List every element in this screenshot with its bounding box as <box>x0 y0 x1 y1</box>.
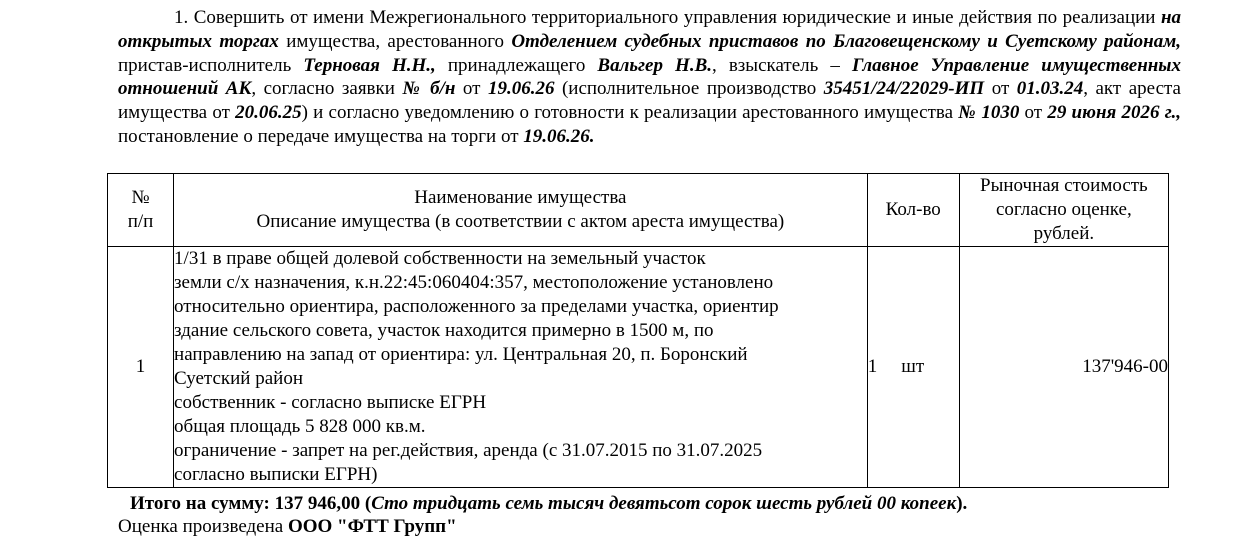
description-line: направлению на запад от ориентира: ул. Центральная 20, п. Боронский <box>174 344 748 365</box>
paragraph-text: от <box>984 78 1017 100</box>
transfer-date: 19.06.26. <box>523 125 595 147</box>
appraisal-label: Оценка произведена <box>118 516 288 537</box>
arrest-act-date: 20.06.25 <box>235 102 302 124</box>
description-line: 1/31 в праве общей долевой собственности на земельный участок <box>174 248 706 269</box>
paragraph-text: , взыскатель – <box>712 54 852 76</box>
table-row <box>108 247 1169 488</box>
bailiff-department: Отделением судебных приставов по Благовещенскому и Суетскому районам, <box>511 30 1181 52</box>
description-line: общая площадь 5 828 000 кв.м. <box>174 416 426 437</box>
owner-name: Вальгер Н.В. <box>597 54 712 76</box>
total-in-words: Сто тридцать семь тысяч девятьсот сорок шесть рублей 00 копеек <box>371 493 957 514</box>
paragraph-text: имущества, арестованного <box>278 30 512 52</box>
paragraph-text: (исполнительное производство <box>554 78 824 100</box>
header-quantity: Кол-во <box>867 174 959 247</box>
header-market-value: Рыночная стоимость согласно оценке, рублей. <box>959 174 1168 247</box>
paragraph-text: постановление о передаче имущества на торги от <box>118 125 524 147</box>
paragraph-text: от <box>1019 102 1048 124</box>
description-line: собственник - согласно выписке ЕГРН <box>174 392 487 413</box>
quantity-cell <box>867 247 959 488</box>
notice-date: 29 июня 2026 г., <box>1047 102 1181 124</box>
appraisal-line <box>118 516 457 538</box>
application-date: 19.06.26 <box>487 78 555 100</box>
table-header-row <box>108 174 1169 247</box>
bailiff-name: Терновая Н.Н., <box>303 54 436 76</box>
proceeding-date: 01.03.24 <box>1016 78 1084 100</box>
description-line: ограничение - запрет на рег.действия, аренда (с 31.07.2015 по 31.07.2025 <box>174 440 763 461</box>
paragraph-text: 1. Совершить от имени Межрегионального территориального управления юридические и иные действия по реализации <box>174 7 1161 28</box>
paragraph-text: ) и согласно уведомлению о готовности к реализации арестованного имущества <box>301 102 959 124</box>
paragraph-text: , акт ареста имущества от <box>118 78 1181 124</box>
proceeding-number: 35451/24/22029-ИП <box>823 78 985 100</box>
header-property-name: Наименование имущества Описание имущества (в соответствии с актом ареста имущества) <box>174 174 868 247</box>
description-line: Суетский район <box>174 368 303 389</box>
paragraph-text: принадлежащего <box>435 54 598 76</box>
total-close: ). <box>956 493 968 514</box>
claimant-name: Главное Управление имущественных отношений АК <box>118 54 1181 100</box>
description-line: относительно ориентира, расположенного за пределами участка, ориентир <box>174 296 779 317</box>
order-paragraph <box>118 6 1181 149</box>
application-number: № б/н <box>402 78 456 100</box>
property-table <box>107 173 1169 488</box>
description-line: земли с/х назначения, к.н.22:45:060404:357, местоположение установлено <box>174 272 774 293</box>
total-sum <box>130 493 967 515</box>
paragraph-text: , согласно заявки <box>251 78 403 100</box>
quantity-unit: шт <box>901 356 925 377</box>
paragraph-text: от <box>455 78 488 100</box>
description-line: согласно выписки ЕГРН) <box>174 464 378 485</box>
notice-number: № 1030 <box>958 102 1020 124</box>
property-description <box>174 247 868 488</box>
market-value: 137'946-00 <box>959 247 1168 488</box>
total-label: Итого на сумму: 137 946,00 ( <box>130 493 372 514</box>
sale-method: на открытых торгах <box>118 7 1181 52</box>
paragraph-text: пристав-исполнитель <box>118 54 304 76</box>
appraisal-company: ООО "ФТТ Групп" <box>287 516 457 537</box>
row-number: 1 <box>108 247 174 488</box>
header-number: № п/п <box>108 174 174 247</box>
quantity-value: 1 <box>867 356 878 377</box>
description-line: здание сельского совета, участок находится примерно в 1500 м, по <box>174 320 714 341</box>
